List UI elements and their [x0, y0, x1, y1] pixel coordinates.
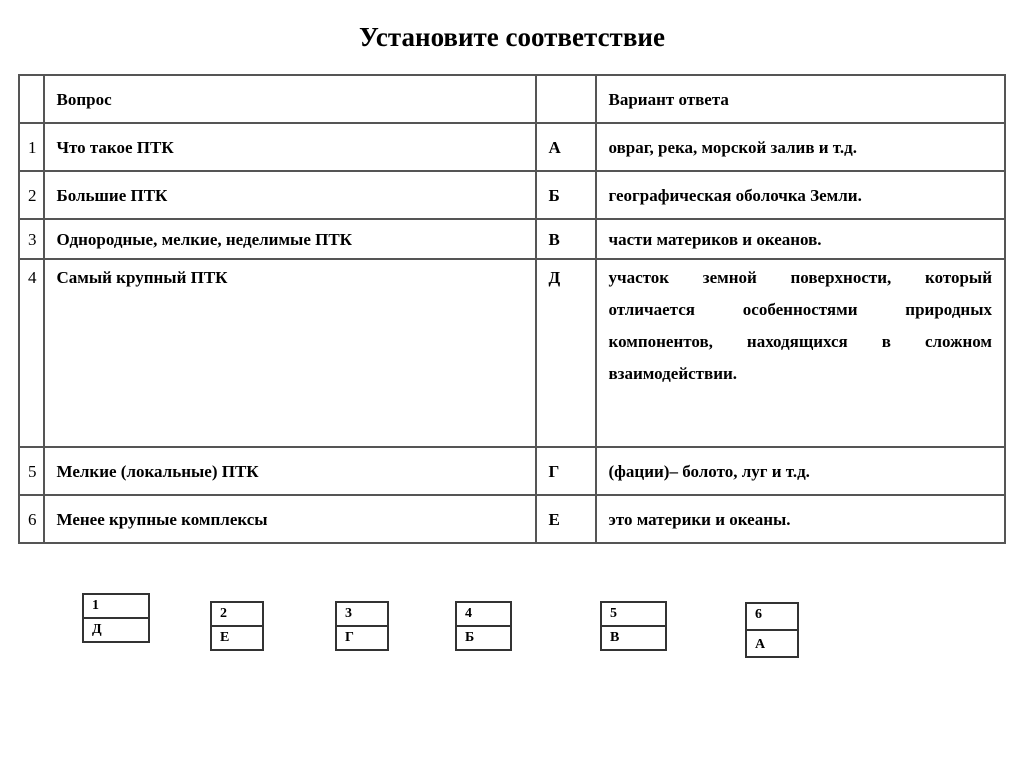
- page-title: Установите соответствие: [359, 22, 665, 52]
- header-number: [19, 75, 44, 123]
- table-row: [19, 495, 1005, 543]
- answer-box-6: [745, 602, 799, 658]
- table-row: [19, 123, 1005, 171]
- table-row: [19, 447, 1005, 495]
- row-letter: В: [536, 219, 596, 259]
- answer-letter: Е: [212, 625, 262, 649]
- row-answer: овраг, река, морской залив и т.д.: [596, 123, 1006, 171]
- answer-number: 3: [345, 606, 352, 621]
- answer-number: 2: [220, 606, 227, 621]
- answer-number: 4: [465, 606, 472, 621]
- row-letter: А: [536, 123, 596, 171]
- answer-letter: А: [747, 629, 797, 656]
- row-number: 4: [19, 259, 44, 447]
- row-question: Что такое ПТК: [44, 123, 536, 171]
- answer-letter: В: [602, 625, 665, 649]
- table-row: [19, 259, 1005, 447]
- row-answer: географическая оболочка Земли.: [596, 171, 1006, 219]
- answer-letter: Г: [337, 625, 387, 649]
- answer-letter: Б: [457, 625, 510, 649]
- row-number: 2: [19, 171, 44, 219]
- row-letter: Б: [536, 171, 596, 219]
- row-answer: части материков и океанов.: [596, 219, 1006, 259]
- row-number: 3: [19, 219, 44, 259]
- row-number: 6: [19, 495, 44, 543]
- answer-box-5: [600, 601, 667, 651]
- answer-box-4: [455, 601, 512, 651]
- row-question: Мелкие (локальные) ПТК: [44, 447, 536, 495]
- row-question: Большие ПТК: [44, 171, 536, 219]
- row-letter: Д: [536, 259, 596, 447]
- answer-number: 1: [92, 598, 99, 613]
- header-answer: Вариант ответа: [596, 75, 1006, 123]
- answer-letter: Д: [84, 617, 148, 641]
- row-question: Менее крупные комплексы: [44, 495, 536, 543]
- row-number: 5: [19, 447, 44, 495]
- answer-number: 5: [610, 606, 617, 621]
- row-answer: это материки и океаны.: [596, 495, 1006, 543]
- answer-box-3: [335, 601, 389, 651]
- answer-number: 6: [755, 607, 762, 622]
- table-row: [19, 171, 1005, 219]
- row-answer: (фации)– болото, луг и т.д.: [596, 447, 1006, 495]
- row-letter: Г: [536, 447, 596, 495]
- row-letter: Е: [536, 495, 596, 543]
- table-row: [19, 219, 1005, 259]
- header-question: Вопрос: [44, 75, 536, 123]
- answer-box-2: [210, 601, 264, 651]
- row-number: 1: [19, 123, 44, 171]
- header-letter: [536, 75, 596, 123]
- row-question: Однородные, мелкие, неделимые ПТК: [44, 219, 536, 259]
- row-question: Самый крупный ПТК: [44, 259, 536, 447]
- matching-table: [18, 74, 1006, 544]
- answer-box-1: [82, 593, 150, 643]
- table-header: [19, 75, 1005, 123]
- row-answer: участок земной поверхности, который отличается особенностями природных компонентов, находящихся в сложном взаимодействии.: [596, 259, 1006, 447]
